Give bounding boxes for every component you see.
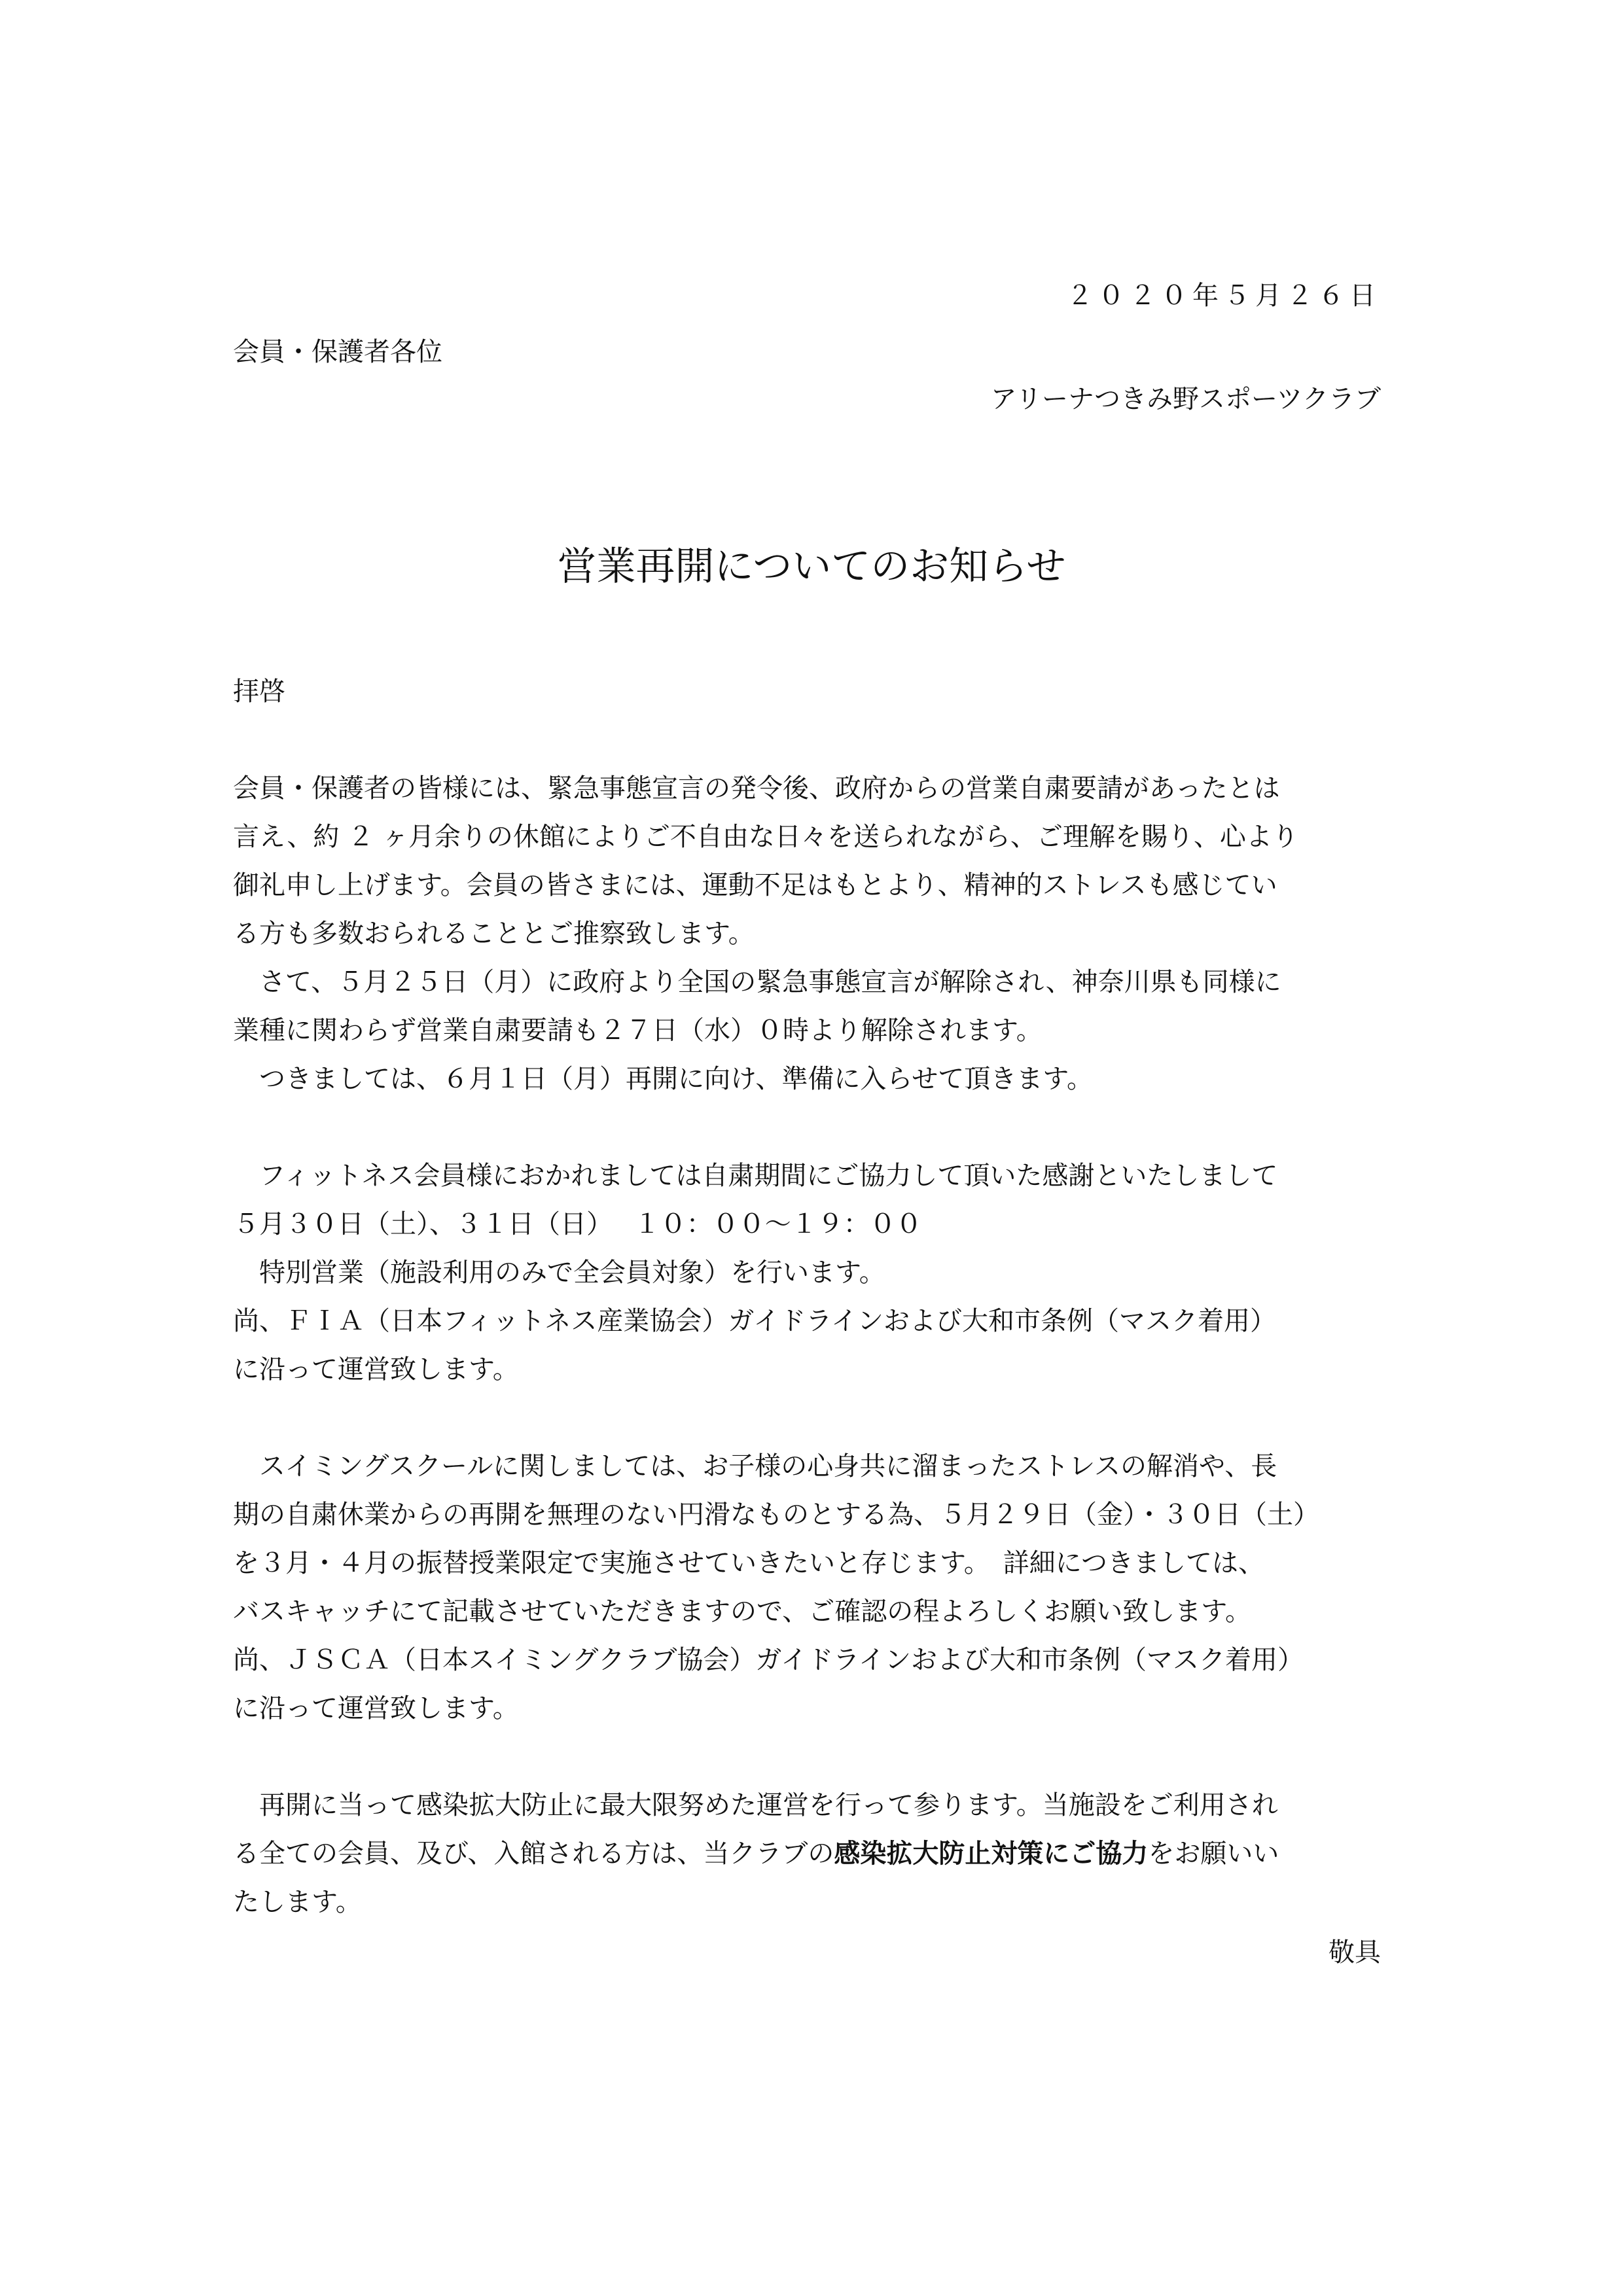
body-line: たします。 xyxy=(233,1887,362,1917)
body-line: さて、５月２５日（月）に政府より全国の緊急事態宣言が解除され、神奈川県も同様に xyxy=(233,967,1281,997)
body-line: バスキャッチにて記載させていただきますので、ご確認の程よろしくお願い致します。 xyxy=(233,1597,1251,1627)
body-line: 再開に当って感染拡大防止に最大限努めた運営を行って参ります。当施設をご利用され xyxy=(233,1790,1278,1820)
body-line: に沿って運営致します。 xyxy=(233,1354,519,1385)
body-line: 業種に関わらず営業自粛要請も２７日（水）０時より解除されます。 xyxy=(233,1016,1043,1046)
paragraph-4 xyxy=(233,1781,1385,1926)
body-line xyxy=(233,1829,1385,1878)
body-line: ５月３０日（土）、３１日（日） １０：００～１９：００ xyxy=(233,1209,922,1239)
body-line: スイミングスクールに関しましては、お子様の心身共に溜まったストレスの解消や、長 xyxy=(233,1451,1277,1481)
emphasis-text: 感染拡大防止対策にご協力 xyxy=(834,1838,1149,1869)
body-line: 尚、ＦＩＡ（日本フィットネス産業協会）ガイドラインおよび大和市条例（マスク着用） xyxy=(233,1306,1276,1336)
body-line: 特別営業（施設利用のみで全会員対象）を行います。 xyxy=(233,1258,885,1288)
paragraph-3 xyxy=(233,1442,1385,1733)
body-line: 会員・保護者の皆様には、緊急事態宣言の発令後、政府からの営業自粛要請があったとは xyxy=(233,773,1280,804)
body-line: 御礼申し上げます。会員の皆さまには、運動不足はもとより、精神的ストレスも感じてい xyxy=(233,870,1277,900)
body-line: る方も多数おられることとご推察致します。 xyxy=(233,919,755,949)
paragraph-1 xyxy=(233,764,1385,1103)
body-text: をお願いい xyxy=(1148,1839,1279,1869)
body-text: る全ての会員、及び、入館される方は、当クラブの xyxy=(233,1839,834,1869)
body-line: 期の自粛休業からの再開を無理のない円滑なものとする為、５月２９日（金）・３０日（土） xyxy=(233,1500,1319,1530)
body-line: フィットネス会員様におかれましては自粛期間にご協力して頂いた感謝といたしまして xyxy=(233,1161,1278,1191)
date: ２０２０年５月２６日 xyxy=(1067,281,1381,311)
paragraph-2 xyxy=(233,1152,1385,1394)
sender: アリーナつきみ野スポーツクラブ xyxy=(990,384,1381,414)
addressee: 会員・保護者各位 xyxy=(233,337,442,367)
salutation: 拝啓 xyxy=(233,677,285,707)
body-line: 尚、ＪＳＣＡ（日本スイミングクラブ協会）ガイドラインおよび大和市条例（マスク着用） xyxy=(233,1645,1304,1675)
body-line: つきましては、６月１日（月）再開に向け、準備に入らせて頂きます。 xyxy=(233,1064,1093,1094)
body-line: を３月・４月の振替授業限定で実施させていきたいと存じます。 詳細につきましては、 xyxy=(233,1548,1264,1578)
page-title: 営業再開についてのお知らせ xyxy=(557,544,1066,590)
letter-body xyxy=(233,667,1385,1926)
body-line: 言え、約 ２ ヶ月余りの休館によりご不自由な日々を送られながら、ご理解を賜り、心より xyxy=(233,822,1298,852)
closing: 敬具 xyxy=(1329,1937,1381,1968)
body-line: に沿って運営致します。 xyxy=(233,1693,519,1723)
